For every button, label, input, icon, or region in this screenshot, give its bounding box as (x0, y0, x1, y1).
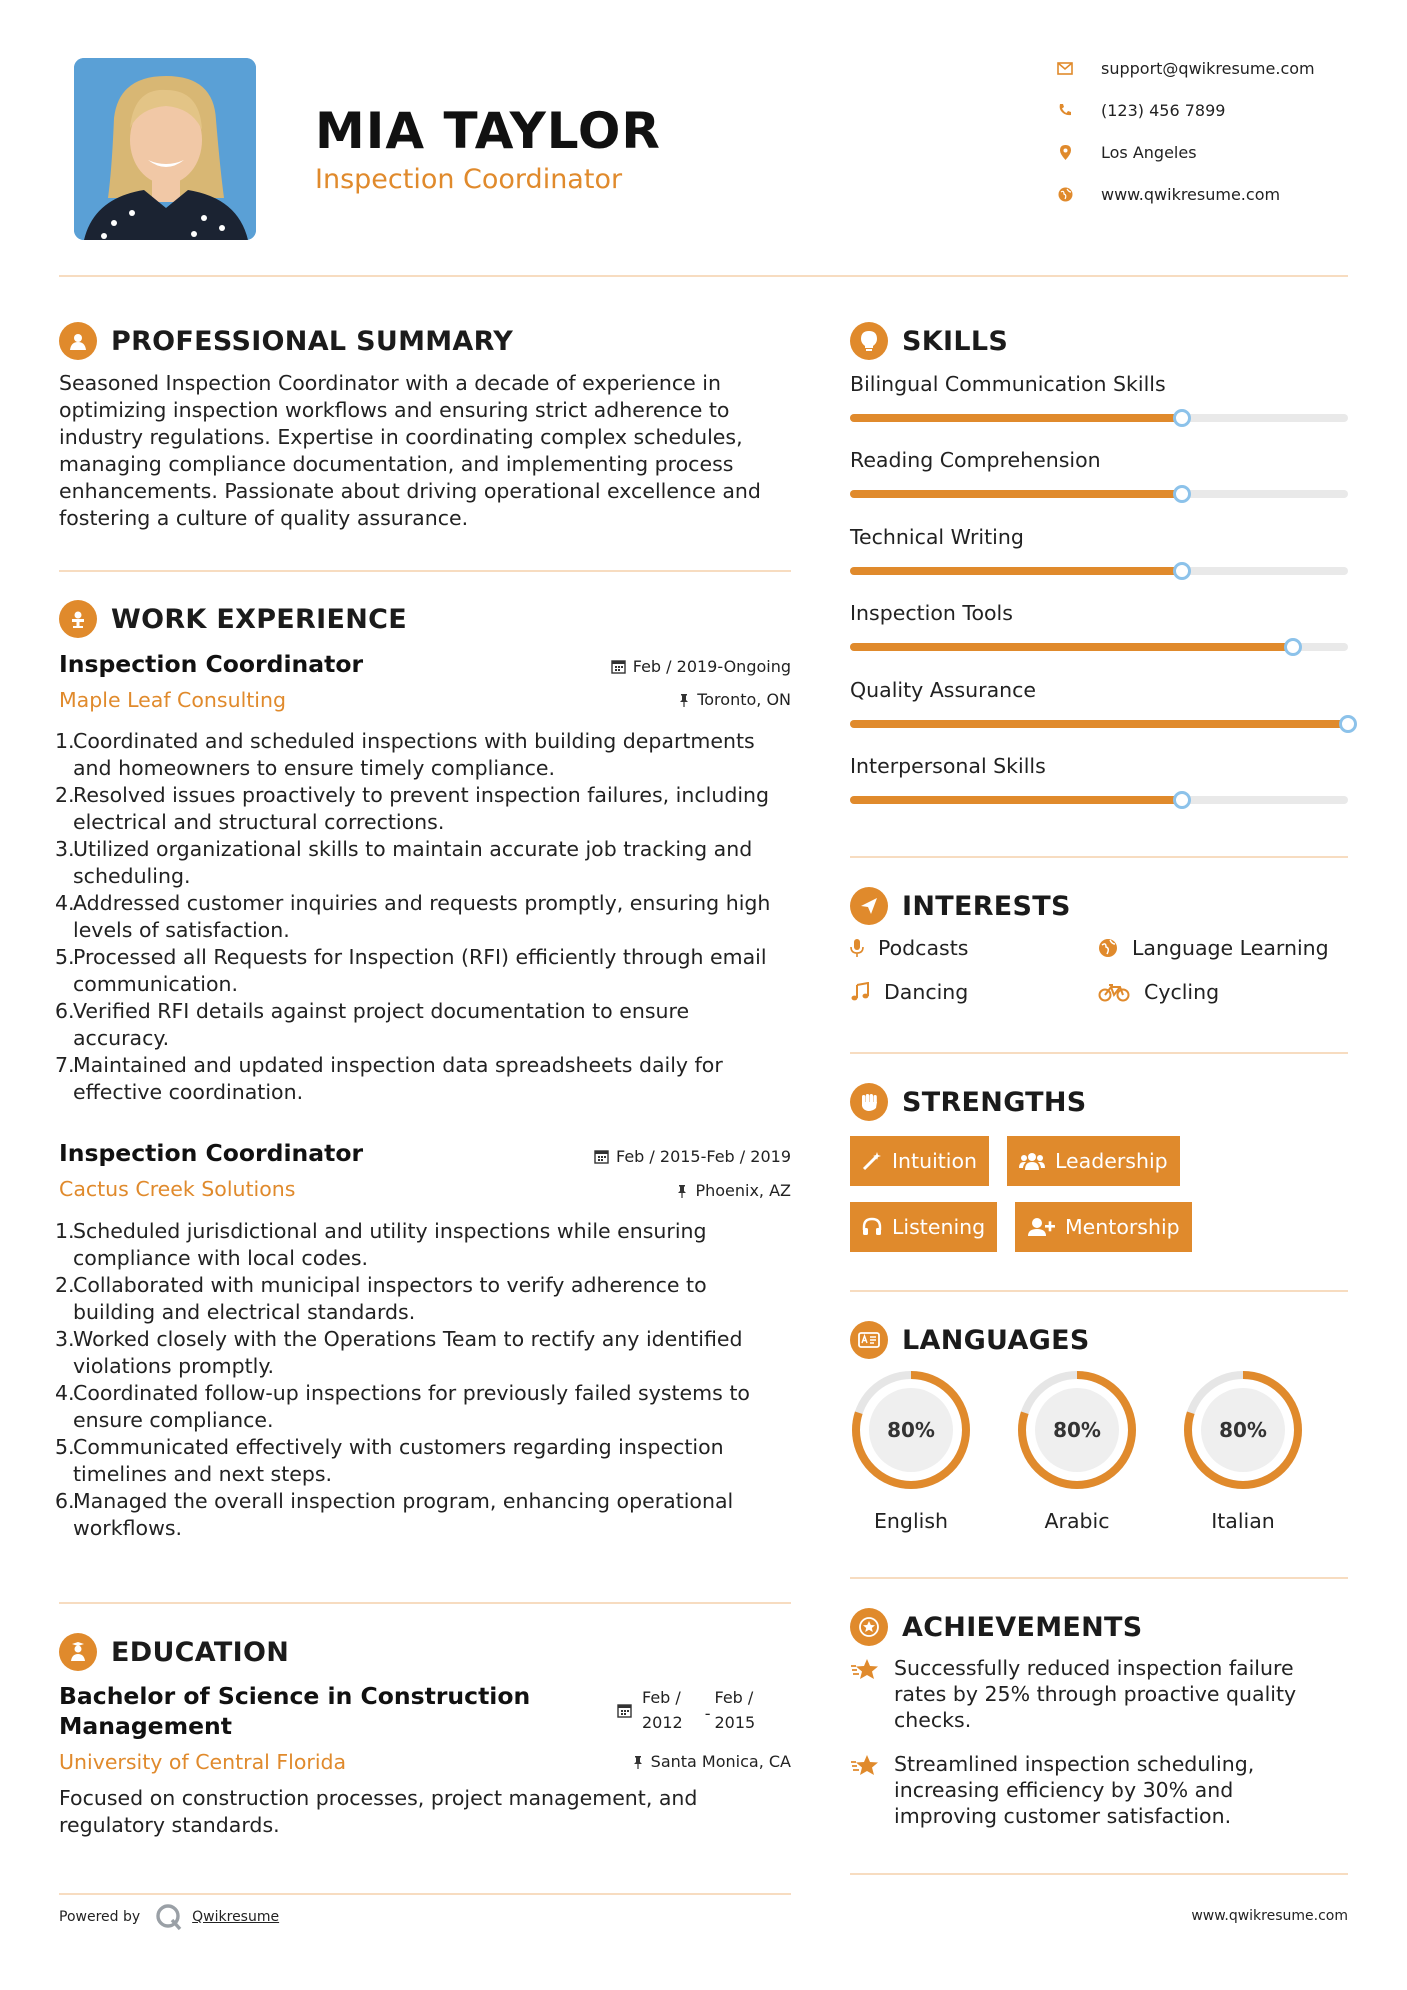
contact-website-text: www.qwikresume.com (1101, 184, 1281, 204)
skill-level-bar (850, 414, 1348, 422)
list-item: 3. Worked closely with the Operations Team to rectify any identified violations promptly. (55, 1327, 743, 1378)
education-location: Santa Monica, CA (540, 1752, 791, 1771)
section-skills-title: SKILLS (850, 322, 1008, 360)
divider (850, 1290, 1348, 1292)
skill-level-bar (850, 567, 1348, 575)
location-icon (1055, 142, 1075, 162)
section-experience-title: WORK EXPERIENCE (59, 600, 407, 638)
list-item: 5. Communicated effectively with customers regarding inspection timelines and next steps. (55, 1435, 724, 1486)
profile-photo (74, 58, 256, 240)
company-name: Maple Leaf Consulting (59, 688, 287, 712)
list-item: 4. Addressed customer inquiries and requests promptly, ensuring high levels of satisfaction. (55, 891, 771, 942)
skill-name: Quality Assurance (850, 677, 1037, 702)
section-education-title: EDUCATION (59, 1633, 289, 1671)
divider (850, 1873, 1348, 1875)
contact-phone-text: (123) 456 7899 (1101, 100, 1226, 120)
skill-row (850, 525, 1348, 585)
skill-level-bar (850, 796, 1348, 804)
section-interests-title: INTERESTS (850, 887, 1071, 925)
pin-icon (632, 1755, 644, 1769)
divider (59, 1602, 791, 1604)
phone-icon (1055, 100, 1075, 120)
section-summary-title: PROFESSIONAL SUMMARY (59, 322, 513, 360)
job-responsibilities (55, 728, 795, 1106)
section-achievements-title: ACHIEVEMENTS (850, 1608, 1143, 1646)
skill-level-bar (850, 490, 1348, 498)
pin-icon (678, 693, 690, 707)
degree-title: Bachelor of Science in Construction Management (59, 1682, 531, 1740)
skill-level-fill (850, 643, 1293, 651)
skill-row (850, 754, 1348, 814)
skill-row (850, 601, 1348, 661)
skill-level-knob (1339, 715, 1357, 733)
magic-wand-icon (862, 1151, 882, 1171)
list-item: 5. Processed all Requests for Inspection (RFI) efficiently through email communication. (55, 945, 767, 996)
skill-level-knob (1173, 791, 1191, 809)
divider (850, 1052, 1348, 1054)
language-name: English (873, 1509, 949, 1533)
company-name: Cactus Creek Solutions (59, 1177, 296, 1201)
list-item: 6. Verified RFI details against project documentation to ensure accuracy. (55, 999, 690, 1050)
job-responsibilities (55, 1218, 795, 1542)
calendar-icon (617, 1703, 632, 1718)
email-icon (1055, 58, 1075, 78)
paper-plane-icon (850, 887, 888, 925)
education-date: Feb / 2012 - Feb / 2015 (617, 1685, 792, 1735)
skill-level-fill (850, 414, 1182, 422)
language-item (1182, 1369, 1304, 1533)
job-date: Feb / 2015-Feb / 2019 (540, 1147, 791, 1166)
language-progress-ring (850, 1369, 972, 1491)
globe-icon (1055, 184, 1075, 204)
contact-location-text: Los Angeles (1101, 142, 1197, 162)
strength-mentorship: Mentorship (1015, 1202, 1192, 1252)
skill-level-bar (850, 643, 1348, 651)
divider (850, 856, 1348, 858)
education-description: Focused on construction processes, project management, and regulatory standards. (59, 1786, 698, 1837)
contact-website[interactable] (1055, 184, 1280, 204)
qwikresume-logo-icon (154, 1902, 184, 1932)
calendar-icon (594, 1149, 609, 1164)
skill-level-bar (850, 720, 1348, 728)
job-location: Phoenix, AZ (540, 1181, 791, 1200)
language-card-icon (850, 1321, 888, 1359)
language-progress-ring (1182, 1369, 1304, 1491)
header-divider (59, 275, 1348, 277)
skill-level-fill (850, 490, 1182, 498)
interest-podcasts: Podcasts (850, 936, 968, 960)
list-item: 3. Utilized organizational skills to maintain accurate job tracking and scheduling. (55, 837, 753, 888)
footer-website[interactable]: www.qwikresume.com (1191, 1908, 1348, 1924)
skill-name: Inspection Tools (850, 601, 1013, 626)
user-icon (59, 322, 97, 360)
list-item: 1. Scheduled jurisdictional and utility inspections while ensuring compliance with local codes. (55, 1219, 707, 1270)
strength-leadership: Leadership (1007, 1136, 1180, 1186)
job-date: Feb / 2019-Ongoing (540, 657, 791, 676)
skill-name: Bilingual Communication Skills (850, 372, 1166, 396)
interest-cycling: Cycling (1098, 980, 1219, 1004)
skill-level-knob (1284, 638, 1302, 656)
skill-level-fill (850, 796, 1182, 804)
interest-language-learning: Language Learning (1098, 936, 1329, 960)
briefcase-icon (59, 600, 97, 638)
globe-icon (1098, 938, 1118, 958)
language-percent: 80% (1053, 1418, 1101, 1442)
fist-icon (850, 1083, 888, 1121)
skill-row (850, 678, 1348, 738)
language-item (850, 1369, 972, 1533)
skill-name: Interpersonal Skills (850, 754, 1046, 778)
users-icon (1019, 1151, 1045, 1171)
divider (850, 1577, 1348, 1579)
list-item: 7. Maintained and updated inspection data spreadsheets daily for effective coordination. (55, 1053, 723, 1104)
list-item: 1. Coordinated and scheduled inspections with building departments and homeowners to ensure timely compliance. (55, 729, 755, 780)
divider (59, 1893, 791, 1895)
achievement-item: Successfully reduced inspection failure rates by 25% through proactive quality checks. (850, 1655, 1348, 1733)
graduation-icon (59, 1633, 97, 1671)
strength-listening: Listening (850, 1202, 997, 1252)
headphones-icon (862, 1217, 882, 1237)
candidate-role: Inspection Coordinator (315, 164, 623, 195)
job-title: Inspection Coordinator (59, 650, 364, 678)
bicycle-icon (1098, 982, 1130, 1002)
interest-dancing: Dancing (850, 980, 968, 1004)
star-badge-icon (850, 1608, 888, 1646)
list-item: 6. Managed the overall inspection program, enhancing operational workflows. (55, 1489, 734, 1540)
languages-list (850, 1369, 1348, 1539)
language-progress-ring (1016, 1369, 1138, 1491)
section-languages-title: LANGUAGES (850, 1321, 1090, 1359)
contact-location (1055, 142, 1197, 162)
skill-row (850, 448, 1348, 508)
language-name: Italian (1211, 1509, 1275, 1533)
divider (59, 570, 791, 572)
language-percent: 80% (1219, 1418, 1267, 1442)
skill-name: Technical Writing (850, 524, 1024, 549)
contact-email-text: support@qwikresume.com (1101, 58, 1315, 78)
microphone-icon (850, 938, 864, 958)
skill-level-knob (1173, 562, 1191, 580)
contact-phone[interactable] (1055, 100, 1225, 120)
candidate-name: MIA TAYLOR (315, 102, 661, 160)
section-strengths-title: STRENGTHS (850, 1083, 1087, 1121)
skill-level-fill (850, 567, 1182, 575)
calendar-icon (611, 659, 626, 674)
pin-icon (676, 1184, 688, 1198)
language-percent: 80% (887, 1418, 935, 1442)
skill-row (850, 372, 1348, 432)
user-plus-icon (1027, 1217, 1055, 1237)
school-name: University of Central Florida (59, 1750, 347, 1774)
strength-intuition: Intuition (850, 1136, 989, 1186)
language-name: Arabic (1044, 1509, 1110, 1533)
skill-level-knob (1173, 409, 1191, 427)
list-item: 2. Resolved issues proactively to prevent inspection failures, including electrical and structural corrections. (55, 783, 770, 834)
job-location: Toronto, ON (540, 690, 791, 709)
skill-name: Reading Comprehension (850, 448, 1101, 473)
music-note-icon (850, 982, 870, 1002)
lightbulb-icon (850, 322, 888, 360)
list-item: 4. Coordinated follow-up inspections for previously failed systems to ensure compliance. (55, 1381, 750, 1432)
achievement-item: Streamlined inspection scheduling, increasing efficiency by 30% and improving customer satisfaction. (850, 1751, 1348, 1829)
star-icon (850, 1753, 880, 1777)
contact-email[interactable] (1055, 58, 1315, 78)
language-item (1016, 1369, 1138, 1533)
job-title: Inspection Coordinator (59, 1139, 364, 1167)
footer-powered-by: Powered by Qwikresume (59, 1902, 279, 1932)
summary-text: Seasoned Inspection Coordinator with a decade of experience in optimizing inspection workflows and ensuring strict adherence to industry regulations. Expertise in coordinating complex schedules, managing compliance documentation, and implementing process enhancements. Passionate about driving operational excellence and fostering a culture of quality assurance. (59, 371, 761, 530)
star-icon (850, 1657, 880, 1681)
skill-level-knob (1173, 485, 1191, 503)
qwikresume-link[interactable]: Qwikresume (192, 1909, 280, 1925)
list-item: 2. Collaborated with municipal inspectors to verify adherence to building and electrical standards. (55, 1273, 707, 1324)
skill-level-fill (850, 720, 1348, 728)
